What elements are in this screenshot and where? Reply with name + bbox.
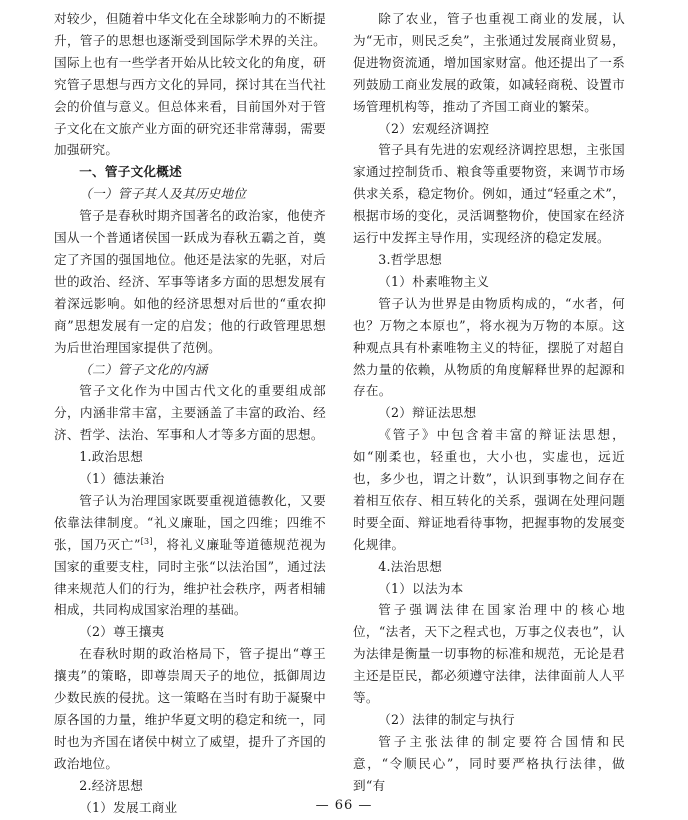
right-column <box>353 8 625 797</box>
numbered-heading: （1）朴素唯物主义 <box>378 273 490 289</box>
subsection-heading: （二）管子文化的内涵 <box>79 361 208 377</box>
citation-marker: [3] <box>140 536 153 546</box>
paragraph: 管子认为世界是由物质构成的，“水者，何也？万物之本原也”，将水视为万物的本原。这种观点具有朴素唯物主义的特征，摆脱了对超自然力量的依赖，从物质的角度解释世界的起源和存在。 <box>353 295 625 399</box>
numbered-heading: 1.政治思想 <box>79 449 144 465</box>
numbered-heading: （2）辩证法思想 <box>378 405 477 421</box>
left-column <box>54 8 326 819</box>
section-heading: 一、管子文化概述 <box>79 164 182 180</box>
paragraph-text: ，将礼义廉耻等道德规范视为国家的重要支柱，同时主张“以法治国”，通过法律来规范人们的行为，维护社会秩序，两者相辅相成，共同构成国家治理的基础。 <box>54 536 326 618</box>
subsection-heading: （一）管子其人及其历史地位 <box>79 186 247 202</box>
numbered-heading: （2）法律的制定与执行 <box>378 712 515 727</box>
page-number: — 66 — <box>315 798 373 813</box>
numbered-heading: （2）尊王攘夷 <box>79 624 165 640</box>
paragraph: 管子主张法律的制定要符合国情和民意，“令顺民心”，同时要严格执行法律，做到“有 <box>353 733 625 793</box>
paragraph: 管子具有先进的宏观经济调控思想，主张国家通过控制货币、粮食等重要物资，来调节市场供求关系，稳定物价。例如，通过“轻重之术”，根据市场的变化，灵活调整物价，使国家在经济运行中发挥主导作用，实现经济的稳定发展。 <box>353 142 625 246</box>
paragraph: 管子是春秋时期齐国著名的政治家，他使齐国从一个普通诸侯国一跃成为春秋五霸之首，奠定了齐国的强国地位。他还是法家的先驱，对后世的政治、经济、军事等诸多方面的思想发展有着深远影响。如他的经济思想对后世的“重农抑商”思想发展有一定的启发；他的行政管理思想为后世治理国家提供了范例。 <box>54 208 326 355</box>
paragraph-text: 管子认为治理国家既要重视道德教化，又要依靠法律制度。“礼义廉耻，国之四维；四维不张，国乃灭亡” <box>54 492 326 552</box>
paragraph: 《管子》中包含着丰富的辩证法思想，如“刚柔也，轻重也，大小也，实虚也，远近也，多少也，谓之计数”，认识到事物之间存在着相互依存、相互转化的关系，强调在处理问题时要全面、辩证地看待事物，把握事物的发展变化规律。 <box>353 427 625 552</box>
paragraph: 管子文化作为中国古代文化的重要组成部分，内涵非常丰富，主要涵盖了丰富的政治、经济、哲学、法治、军事和人才等多方面的思想。 <box>54 383 326 443</box>
paragraph: 管子强调法律在国家治理中的核心地位，“法者，天下之程式也，万事之仪表也”，认为法律是衡量一切事物的标准和规范，无论是君主还是臣民，都必须遵守法律，法律面前人人平等。 <box>353 602 625 706</box>
numbered-heading: 4.法治思想 <box>378 558 443 574</box>
numbered-heading: （1）德法兼治 <box>79 471 165 487</box>
paragraph: 在春秋时期的政治格局下，管子提出“尊王攘夷”的策略，即尊崇周天子的地位，抵御周边少数民族的侵扰。这一策略在当时有助于凝聚中原各国的力量，维护华夏文明的稳定和统一，同时也为齐国在诸侯中树立了威望，提升了齐国的政治地位。 <box>54 646 326 771</box>
paragraph: 除了农业，管子也重视工商业的发展，认为“无市，则民乏矣”，主张通过发展商业贸易，促进物资流通，增加国家财富。他还提出了一系列鼓励工商业发展的政策，如减轻商税、设置市场管理机构等，推动了齐国工商业的繁荣。 <box>353 11 625 114</box>
paragraph: 对较少，但随着中华文化在全球影响力的不断提升，管子的思想也逐渐受到国际学术界的关注。国际上也有一些学者开始从比较文化的角度，研究管子思想与西方文化的异同，探讨其在当代社会的价值与意义。但总体来看，目前国外对于管子文化在文旅产业方面的研究还非常薄弱，需要加强研究。 <box>54 11 326 158</box>
paragraph <box>54 490 326 621</box>
numbered-heading: 2.经济思想 <box>79 777 144 793</box>
numbered-heading: （1）发展工商业 <box>79 799 178 815</box>
numbered-heading: 3.哲学思想 <box>378 251 443 267</box>
numbered-heading: （1）以法为本 <box>378 580 464 596</box>
numbered-heading: （2）宏观经济调控 <box>378 120 490 136</box>
